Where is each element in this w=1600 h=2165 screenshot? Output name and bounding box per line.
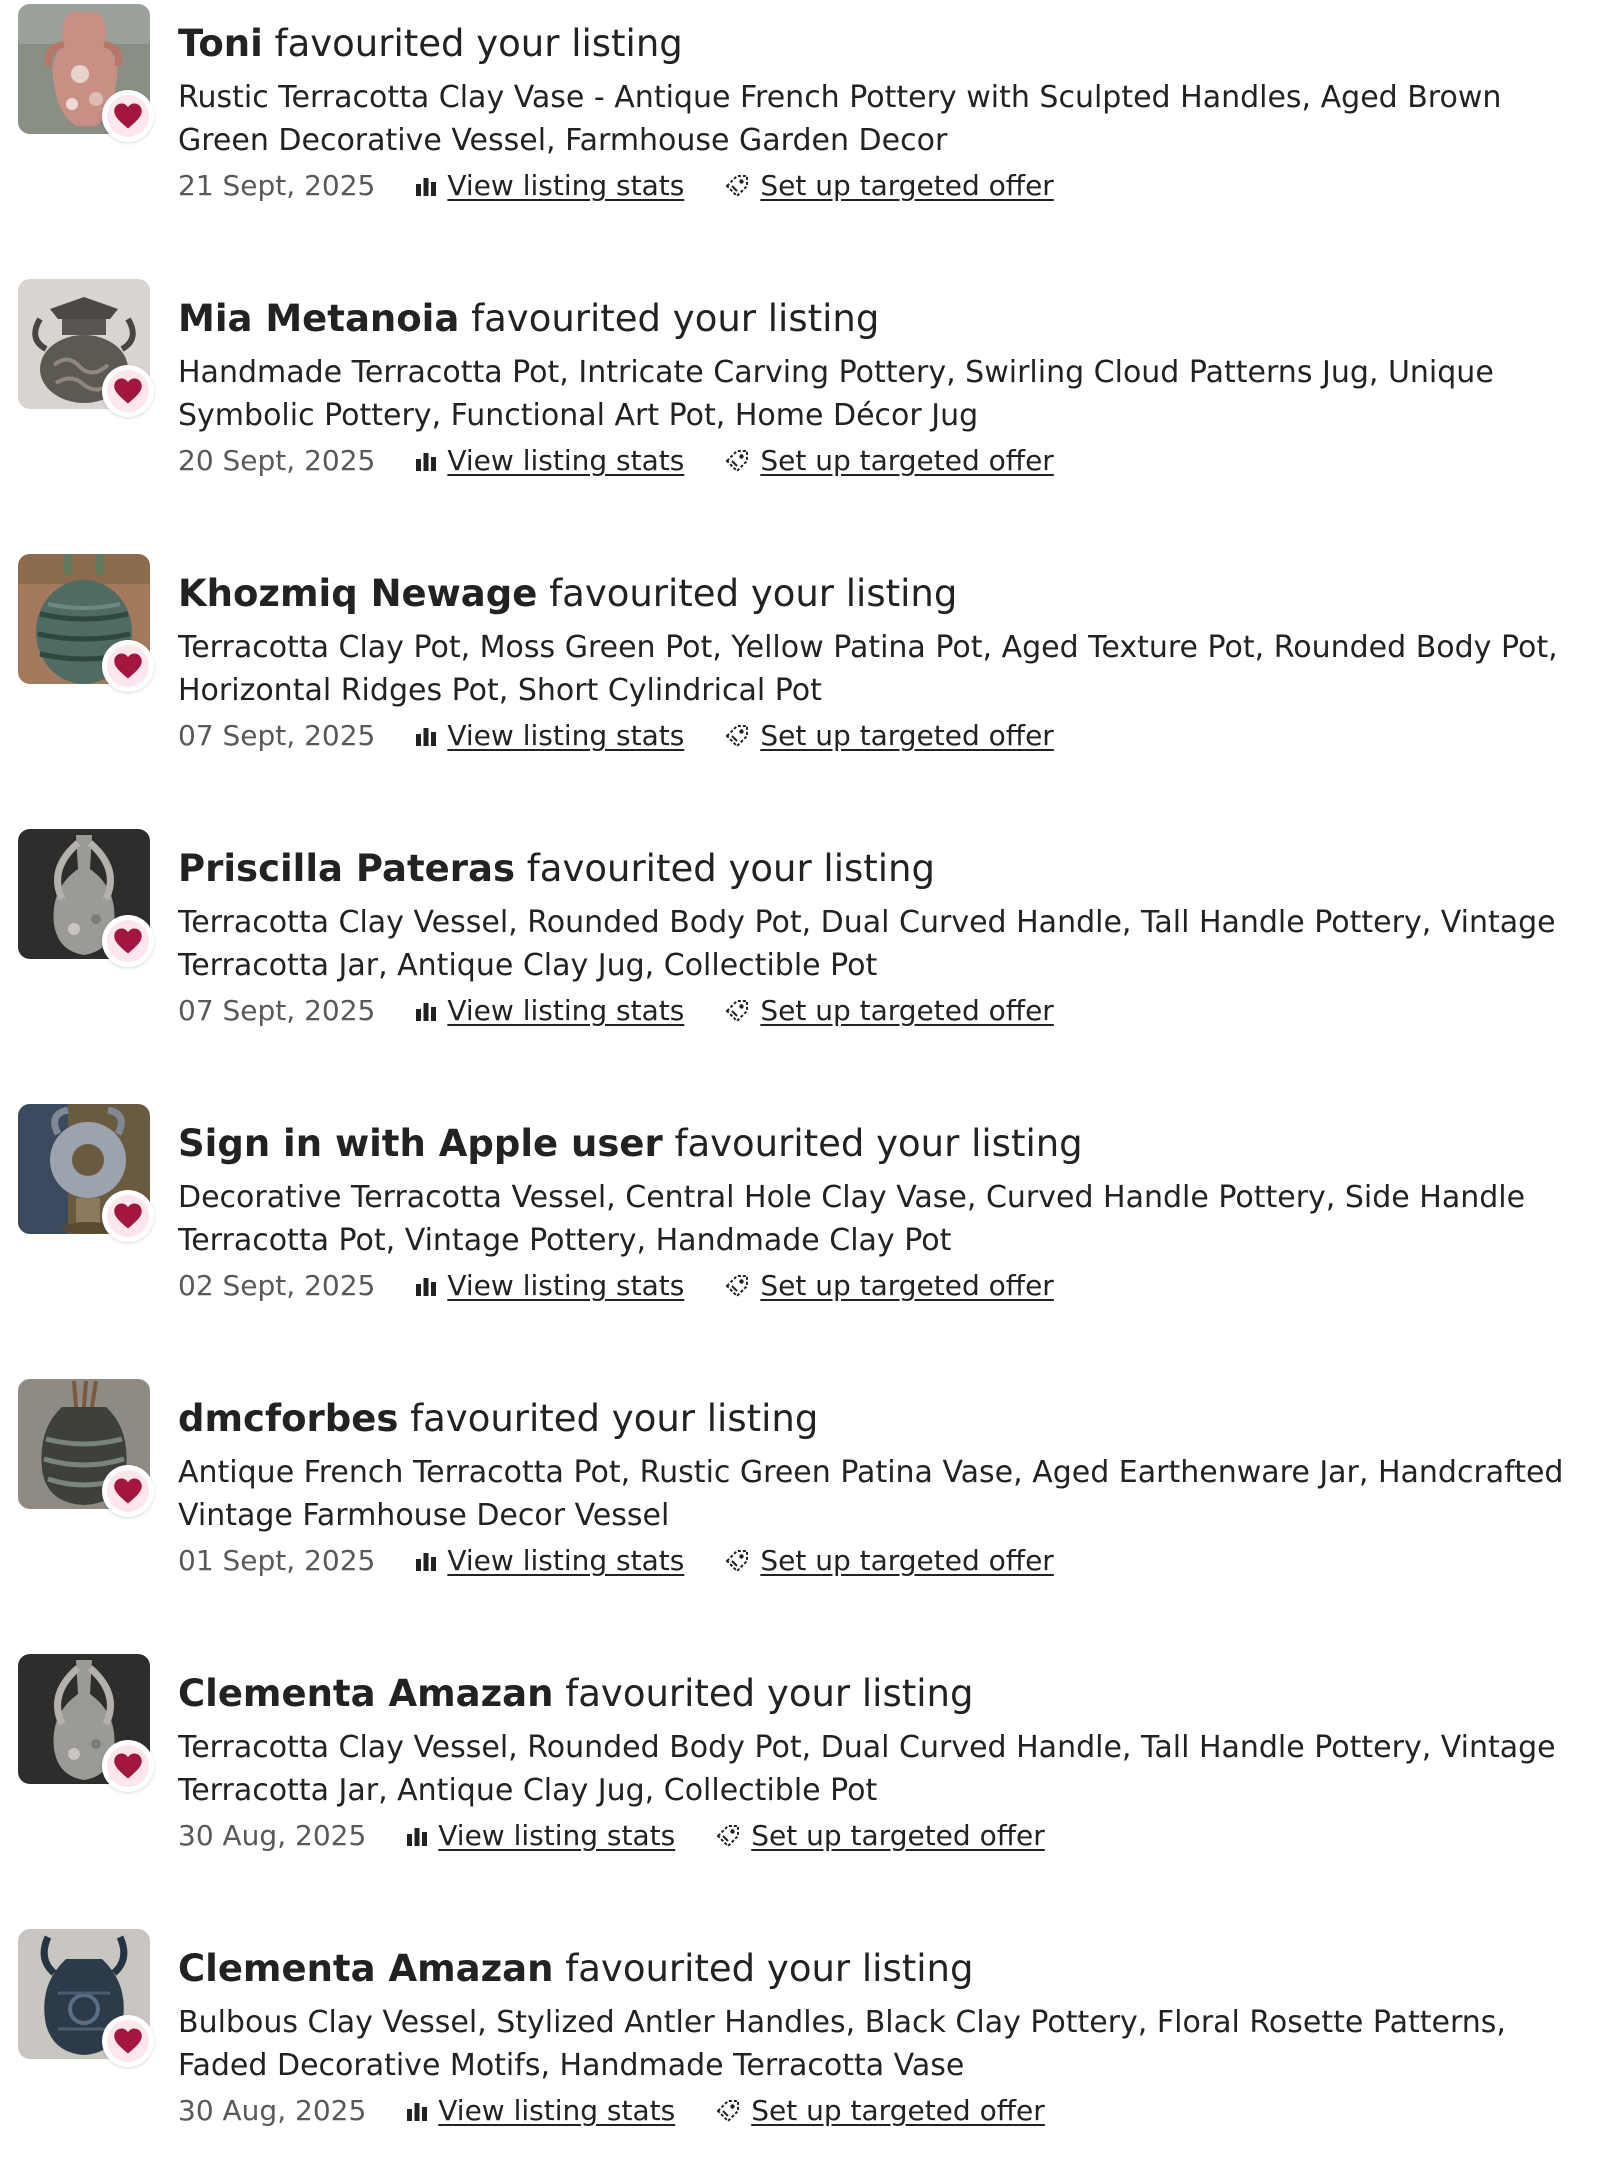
listing-title[interactable]: Rustic Terracotta Clay Vase - Antique French Pottery with Sculpted Handles, Aged Brown Green Decorative Vessel, Farmhouse Garden Decor bbox=[178, 80, 1502, 158]
set-up-targeted-offer-link[interactable] bbox=[724, 1266, 1054, 1306]
listing-thumbnail[interactable] bbox=[18, 829, 152, 963]
heart-icon bbox=[113, 1202, 143, 1230]
listing-thumbnail[interactable] bbox=[18, 1654, 152, 1788]
bar-chart-icon bbox=[406, 2101, 428, 2121]
headline-suffix: favourited your listing bbox=[410, 1397, 819, 1440]
listing-thumbnail[interactable] bbox=[18, 279, 152, 413]
heart-icon bbox=[113, 927, 143, 955]
view-listing-stats-label: View listing stats bbox=[438, 1819, 676, 1852]
notification-meta bbox=[178, 1541, 1598, 1581]
notification-meta bbox=[178, 991, 1598, 1031]
view-listing-stats-label: View listing stats bbox=[438, 2094, 676, 2127]
listing-thumbnail[interactable] bbox=[18, 1104, 152, 1238]
notification-meta bbox=[178, 166, 1598, 206]
heart-icon bbox=[113, 1477, 143, 1505]
listing-thumbnail[interactable] bbox=[18, 1929, 152, 2063]
favourite-badge bbox=[102, 365, 154, 417]
view-listing-stats-label: View listing stats bbox=[447, 1269, 685, 1302]
notification-headline bbox=[178, 1945, 1598, 1993]
user-name[interactable]: Mia Metanoia bbox=[178, 297, 460, 340]
view-listing-stats-link[interactable] bbox=[415, 716, 684, 756]
view-listing-stats-label: View listing stats bbox=[447, 169, 685, 202]
view-listing-stats-link[interactable] bbox=[415, 441, 684, 481]
view-listing-stats-link[interactable] bbox=[406, 1816, 675, 1856]
set-up-targeted-offer-label: Set up targeted offer bbox=[760, 719, 1054, 752]
notification-date: 07 Sept, 2025 bbox=[178, 994, 376, 1027]
headline-suffix: favourited your listing bbox=[565, 1947, 974, 1990]
listing-title[interactable]: Terracotta Clay Vessel, Rounded Body Pot, Dual Curved Handle, Tall Handle Pottery, Vintage Terracotta Jar, Antique Clay Jug, Collectible Pot bbox=[178, 905, 1556, 983]
listing-title[interactable]: Terracotta Clay Pot, Moss Green Pot, Yellow Patina Pot, Aged Texture Pot, Rounded Body Pot, Horizontal Ridges Pot, Short Cylindrical Pot bbox=[178, 630, 1558, 708]
notification-meta bbox=[178, 441, 1598, 481]
headline-suffix: favourited your listing bbox=[526, 847, 935, 890]
set-up-targeted-offer-label: Set up targeted offer bbox=[760, 169, 1054, 202]
listing-thumbnail[interactable] bbox=[18, 1379, 152, 1513]
heart-icon bbox=[113, 1752, 143, 1780]
listing-title[interactable]: Terracotta Clay Vessel, Rounded Body Pot, Dual Curved Handle, Tall Handle Pottery, Vintage Terracotta Jar, Antique Clay Jug, Collectible Pot bbox=[178, 1730, 1556, 1808]
set-up-targeted-offer-link[interactable] bbox=[715, 1816, 1045, 1856]
user-name[interactable]: Clementa Amazan bbox=[178, 1672, 554, 1715]
notification-content bbox=[178, 275, 1598, 481]
set-up-targeted-offer-link[interactable] bbox=[715, 2091, 1045, 2131]
set-up-targeted-offer-link[interactable] bbox=[724, 716, 1054, 756]
notification-date: 21 Sept, 2025 bbox=[178, 169, 376, 202]
bar-chart-icon bbox=[415, 726, 437, 746]
view-listing-stats-label: View listing stats bbox=[447, 994, 685, 1027]
notification-content bbox=[178, 1375, 1598, 1581]
tag-icon bbox=[724, 723, 750, 749]
notification-date: 02 Sept, 2025 bbox=[178, 1269, 376, 1302]
listing-thumbnail[interactable] bbox=[18, 554, 152, 688]
listing-title[interactable]: Bulbous Clay Vessel, Stylized Antler Handles, Black Clay Pottery, Floral Rosette Patterns, Faded Decorative Motifs, Handmade Terracotta Vase bbox=[178, 2005, 1506, 2083]
view-listing-stats-link[interactable] bbox=[415, 1266, 684, 1306]
user-name[interactable]: Khozmiq Newage bbox=[178, 572, 538, 615]
notification-meta bbox=[178, 716, 1598, 756]
set-up-targeted-offer-label: Set up targeted offer bbox=[760, 994, 1054, 1027]
heart-icon bbox=[113, 652, 143, 680]
set-up-targeted-offer-link[interactable] bbox=[724, 991, 1054, 1031]
heart-icon bbox=[113, 377, 143, 405]
view-listing-stats-link[interactable] bbox=[415, 1541, 684, 1581]
headline-suffix: favourited your listing bbox=[274, 22, 683, 65]
notification-date: 01 Sept, 2025 bbox=[178, 1544, 376, 1577]
favourite-badge bbox=[102, 640, 154, 692]
notification-item bbox=[0, 550, 1600, 790]
listing-title[interactable]: Handmade Terracotta Pot, Intricate Carving Pottery, Swirling Cloud Patterns Jug, Unique Symbolic Pottery, Functional Art Pot, Home Décor Jug bbox=[178, 355, 1494, 433]
bar-chart-icon bbox=[415, 1001, 437, 1021]
user-name[interactable]: Priscilla Pateras bbox=[178, 847, 516, 890]
favourite-badge bbox=[102, 2015, 154, 2067]
bar-chart-icon bbox=[415, 451, 437, 471]
notification-content bbox=[178, 0, 1598, 206]
view-listing-stats-label: View listing stats bbox=[447, 719, 685, 752]
listing-thumbnail[interactable] bbox=[18, 4, 152, 138]
set-up-targeted-offer-link[interactable] bbox=[724, 1541, 1054, 1581]
tag-icon bbox=[724, 1273, 750, 1299]
notification-headline bbox=[178, 1670, 1598, 1718]
set-up-targeted-offer-label: Set up targeted offer bbox=[751, 2094, 1045, 2127]
user-name[interactable]: Clementa Amazan bbox=[178, 1947, 554, 1990]
notification-item bbox=[0, 1925, 1600, 2165]
listing-title[interactable]: Antique French Terracotta Pot, Rustic Green Patina Vase, Aged Earthenware Jar, Handcrafted Vintage Farmhouse Decor Vessel bbox=[178, 1455, 1564, 1533]
set-up-targeted-offer-link[interactable] bbox=[724, 441, 1054, 481]
headline-suffix: favourited your listing bbox=[674, 1122, 1083, 1165]
view-listing-stats-label: View listing stats bbox=[447, 444, 685, 477]
heart-icon bbox=[113, 2027, 143, 2055]
notification-headline bbox=[178, 295, 1598, 343]
notification-headline bbox=[178, 570, 1598, 618]
set-up-targeted-offer-label: Set up targeted offer bbox=[760, 444, 1054, 477]
notification-date: 30 Aug, 2025 bbox=[178, 1819, 367, 1852]
favourite-badge bbox=[102, 90, 154, 142]
favourite-badge bbox=[102, 1465, 154, 1517]
set-up-targeted-offer-label: Set up targeted offer bbox=[760, 1269, 1054, 1302]
notification-item bbox=[0, 1100, 1600, 1340]
notification-item bbox=[0, 1650, 1600, 1890]
tag-icon bbox=[724, 998, 750, 1024]
notification-content bbox=[178, 825, 1598, 1031]
heart-icon bbox=[113, 102, 143, 130]
notification-date: 20 Sept, 2025 bbox=[178, 444, 376, 477]
notification-item bbox=[0, 825, 1600, 1065]
bar-chart-icon bbox=[415, 176, 437, 196]
tag-icon bbox=[724, 1548, 750, 1574]
notification-meta bbox=[178, 1266, 1598, 1306]
set-up-targeted-offer-label: Set up targeted offer bbox=[751, 1819, 1045, 1852]
notification-date: 07 Sept, 2025 bbox=[178, 719, 376, 752]
bar-chart-icon bbox=[415, 1276, 437, 1296]
favourite-badge bbox=[102, 1190, 154, 1242]
notification-meta bbox=[178, 2091, 1598, 2131]
view-listing-stats-link[interactable] bbox=[415, 166, 684, 206]
listing-title[interactable]: Decorative Terracotta Vessel, Central Hole Clay Vase, Curved Handle Pottery, Side Handle Terracotta Pot, Vintage Pottery, Handmade Clay Pot bbox=[178, 1180, 1526, 1258]
bar-chart-icon bbox=[406, 1826, 428, 1846]
user-name[interactable]: dmcforbes bbox=[178, 1397, 399, 1440]
notification-item bbox=[0, 1375, 1600, 1615]
view-listing-stats-label: View listing stats bbox=[447, 1544, 685, 1577]
headline-suffix: favourited your listing bbox=[565, 1672, 974, 1715]
notification-item bbox=[0, 0, 1600, 240]
notification-headline bbox=[178, 1395, 1598, 1443]
notification-item bbox=[0, 275, 1600, 515]
tag-icon bbox=[715, 2098, 741, 2124]
notification-content bbox=[178, 1925, 1598, 2131]
user-name[interactable]: Sign in with Apple user bbox=[178, 1122, 663, 1165]
favourite-badge bbox=[102, 915, 154, 967]
view-listing-stats-link[interactable] bbox=[406, 2091, 675, 2131]
notification-headline bbox=[178, 20, 1598, 68]
set-up-targeted-offer-label: Set up targeted offer bbox=[760, 1544, 1054, 1577]
notification-headline bbox=[178, 845, 1598, 893]
tag-icon bbox=[724, 173, 750, 199]
tag-icon bbox=[715, 1823, 741, 1849]
favourite-badge bbox=[102, 1740, 154, 1792]
notification-content bbox=[178, 1100, 1598, 1306]
notification-headline bbox=[178, 1120, 1598, 1168]
notification-content bbox=[178, 1650, 1598, 1856]
tag-icon bbox=[724, 448, 750, 474]
notification-meta bbox=[178, 1816, 1598, 1856]
notification-date: 30 Aug, 2025 bbox=[178, 2094, 367, 2127]
headline-suffix: favourited your listing bbox=[471, 297, 880, 340]
set-up-targeted-offer-link[interactable] bbox=[724, 166, 1054, 206]
user-name[interactable]: Toni bbox=[178, 22, 263, 65]
bar-chart-icon bbox=[415, 1551, 437, 1571]
view-listing-stats-link[interactable] bbox=[415, 991, 684, 1031]
headline-suffix: favourited your listing bbox=[549, 572, 958, 615]
notification-content bbox=[178, 550, 1598, 756]
